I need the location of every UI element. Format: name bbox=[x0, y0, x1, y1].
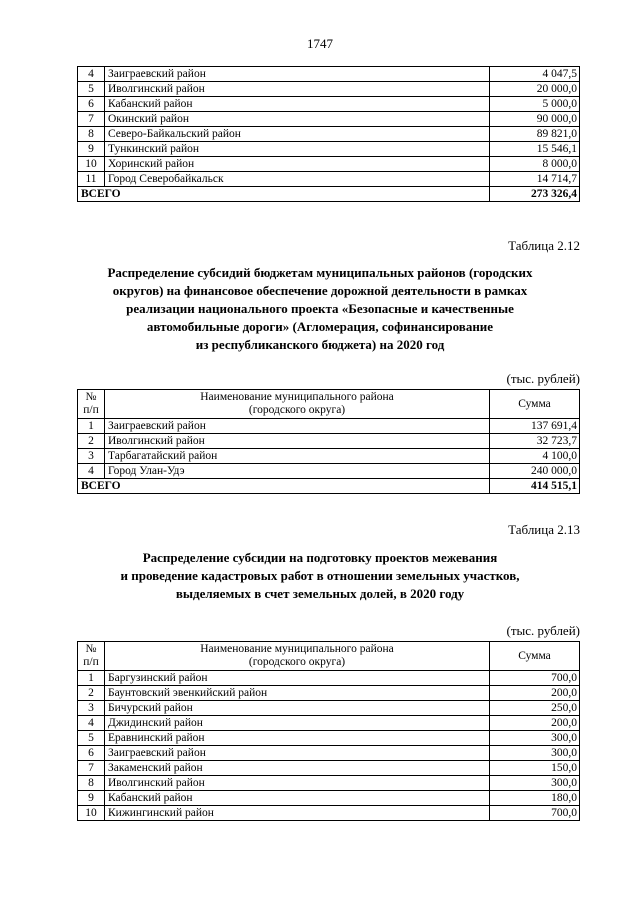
row-sum: 150,0 bbox=[490, 761, 580, 776]
row-number: 11 bbox=[78, 172, 105, 187]
row-number: 4 bbox=[78, 67, 105, 82]
title-line: выделяемых в счет земельных долей, в 2020 году bbox=[175, 586, 465, 601]
total-row bbox=[78, 479, 580, 494]
header-num bbox=[78, 642, 105, 671]
table-row bbox=[78, 67, 580, 82]
table-row bbox=[78, 776, 580, 791]
row-sum: 300,0 bbox=[490, 776, 580, 791]
table-title-2-12 bbox=[60, 264, 580, 354]
table-row bbox=[78, 82, 580, 97]
header-name-line1: Наименование муниципального района bbox=[200, 391, 394, 403]
row-sum: 5 000,0 bbox=[490, 97, 580, 112]
row-sum: 15 546,1 bbox=[490, 142, 580, 157]
row-sum: 200,0 bbox=[490, 716, 580, 731]
row-sum: 300,0 bbox=[490, 731, 580, 746]
table-row bbox=[78, 686, 580, 701]
row-name: Кабанский район bbox=[105, 791, 490, 806]
title-line: округов) на финансовое обеспечение дорожной деятельности в рамках bbox=[112, 283, 528, 298]
row-name: Баргузинский район bbox=[105, 671, 490, 686]
table-row bbox=[78, 419, 580, 434]
row-name: Город Улан-Удэ bbox=[105, 464, 490, 479]
table-row bbox=[78, 127, 580, 142]
row-name: Иволгинский район bbox=[105, 776, 490, 791]
row-name: Заиграевский район bbox=[105, 67, 490, 82]
row-number: 1 bbox=[78, 419, 105, 434]
row-name: Окинский район bbox=[105, 112, 490, 127]
row-number: 2 bbox=[78, 686, 105, 701]
header-name-line2: (городского округа) bbox=[248, 404, 346, 416]
table-title-2-13 bbox=[60, 549, 580, 603]
row-sum: 200,0 bbox=[490, 686, 580, 701]
row-name: Тарбагатайский район bbox=[105, 449, 490, 464]
row-sum: 300,0 bbox=[490, 746, 580, 761]
row-number: 9 bbox=[78, 791, 105, 806]
header-num-line1: № bbox=[85, 391, 97, 403]
row-sum: 8 000,0 bbox=[490, 157, 580, 172]
table-row bbox=[78, 806, 580, 821]
title-line: из республиканского бюджета) на 2020 год bbox=[195, 337, 445, 352]
page-number: 1747 bbox=[307, 36, 333, 51]
row-sum: 137 691,4 bbox=[490, 419, 580, 434]
table-row bbox=[78, 449, 580, 464]
row-number: 8 bbox=[78, 776, 105, 791]
table-row bbox=[78, 112, 580, 127]
table-row bbox=[78, 97, 580, 112]
table-row bbox=[78, 157, 580, 172]
header-name-line2: (городского округа) bbox=[248, 656, 346, 668]
table-row bbox=[78, 716, 580, 731]
table-label-2-13: Таблица 2.13 bbox=[508, 522, 580, 537]
table-2-12 bbox=[77, 389, 580, 494]
row-sum: 90 000,0 bbox=[490, 112, 580, 127]
units-label-2-13: (тыс. рублей) bbox=[506, 623, 580, 638]
header-num-line2: п/п bbox=[83, 404, 99, 416]
row-sum: 700,0 bbox=[490, 806, 580, 821]
row-sum: 240 000,0 bbox=[490, 464, 580, 479]
row-name: Закаменский район bbox=[105, 761, 490, 776]
total-label: ВСЕГО bbox=[78, 479, 490, 494]
total-sum: 273 326,4 bbox=[490, 187, 580, 202]
row-sum: 14 714,7 bbox=[490, 172, 580, 187]
row-number: 2 bbox=[78, 434, 105, 449]
header-sum: Сумма bbox=[490, 390, 580, 419]
row-name: Тункинский район bbox=[105, 142, 490, 157]
table-row bbox=[78, 434, 580, 449]
row-sum: 4 047,5 bbox=[490, 67, 580, 82]
table-body-2-12 bbox=[78, 419, 580, 479]
row-number: 7 bbox=[78, 112, 105, 127]
row-number: 4 bbox=[78, 716, 105, 731]
table-body-top bbox=[78, 67, 580, 187]
table-body-2-13 bbox=[78, 671, 580, 821]
table-row bbox=[78, 142, 580, 157]
header-name bbox=[105, 642, 490, 671]
row-number: 8 bbox=[78, 127, 105, 142]
row-name: Иволгинский район bbox=[105, 82, 490, 97]
row-number: 6 bbox=[78, 97, 105, 112]
table-row bbox=[78, 172, 580, 187]
row-number: 9 bbox=[78, 142, 105, 157]
header-sum: Сумма bbox=[490, 642, 580, 671]
header-name-line1: Наименование муниципального района bbox=[200, 643, 394, 655]
table-label-2-12: Таблица 2.12 bbox=[508, 238, 580, 253]
row-sum: 89 821,0 bbox=[490, 127, 580, 142]
table-row bbox=[78, 761, 580, 776]
title-line: Распределение субсидии на подготовку проектов межевания bbox=[142, 550, 498, 565]
row-name: Заиграевский район bbox=[105, 419, 490, 434]
row-name: Заиграевский район bbox=[105, 746, 490, 761]
row-number: 1 bbox=[78, 671, 105, 686]
table-row bbox=[78, 464, 580, 479]
row-number: 3 bbox=[78, 449, 105, 464]
row-number: 3 bbox=[78, 701, 105, 716]
table-header bbox=[78, 642, 580, 671]
row-name: Кабанский район bbox=[105, 97, 490, 112]
row-name: Иволгинский район bbox=[105, 434, 490, 449]
table-row bbox=[78, 746, 580, 761]
row-sum: 20 000,0 bbox=[490, 82, 580, 97]
total-row bbox=[78, 187, 580, 202]
row-name: Северо-Байкальский район bbox=[105, 127, 490, 142]
title-line: и проведение кадастровых работ в отношении земельных участков, bbox=[120, 568, 520, 583]
row-name: Город Северобайкальск bbox=[105, 172, 490, 187]
title-line: автомобильные дороги» (Агломерация, софинансирование bbox=[146, 319, 494, 334]
total-sum: 414 515,1 bbox=[490, 479, 580, 494]
table-row bbox=[78, 671, 580, 686]
row-sum: 32 723,7 bbox=[490, 434, 580, 449]
row-name: Джидинский район bbox=[105, 716, 490, 731]
row-sum: 250,0 bbox=[490, 701, 580, 716]
row-name: Кижингинский район bbox=[105, 806, 490, 821]
table-row bbox=[78, 701, 580, 716]
header-num bbox=[78, 390, 105, 419]
row-number: 5 bbox=[78, 731, 105, 746]
row-number: 10 bbox=[78, 157, 105, 172]
row-name: Бичурский район bbox=[105, 701, 490, 716]
header-name bbox=[105, 390, 490, 419]
row-number: 7 bbox=[78, 761, 105, 776]
total-label: ВСЕГО bbox=[78, 187, 490, 202]
row-number: 10 bbox=[78, 806, 105, 821]
title-line: реализации национального проекта «Безопасные и качественные bbox=[126, 301, 514, 316]
header-num-line1: № bbox=[85, 643, 97, 655]
table-header bbox=[78, 390, 580, 419]
table-continuation bbox=[77, 66, 580, 202]
row-sum: 180,0 bbox=[490, 791, 580, 806]
row-number: 5 bbox=[78, 82, 105, 97]
row-sum: 4 100,0 bbox=[490, 449, 580, 464]
table-2-13 bbox=[77, 641, 580, 821]
row-name: Хоринский район bbox=[105, 157, 490, 172]
header-num-line2: п/п bbox=[83, 656, 99, 668]
row-number: 6 bbox=[78, 746, 105, 761]
row-sum: 700,0 bbox=[490, 671, 580, 686]
row-name: Еравнинский район bbox=[105, 731, 490, 746]
row-number: 4 bbox=[78, 464, 105, 479]
table-row bbox=[78, 791, 580, 806]
title-line: Распределение субсидий бюджетам муниципальных районов (городских bbox=[107, 265, 533, 280]
row-name: Баунтовский эвенкийский район bbox=[105, 686, 490, 701]
table-row bbox=[78, 731, 580, 746]
units-label-2-12: (тыс. рублей) bbox=[506, 371, 580, 386]
